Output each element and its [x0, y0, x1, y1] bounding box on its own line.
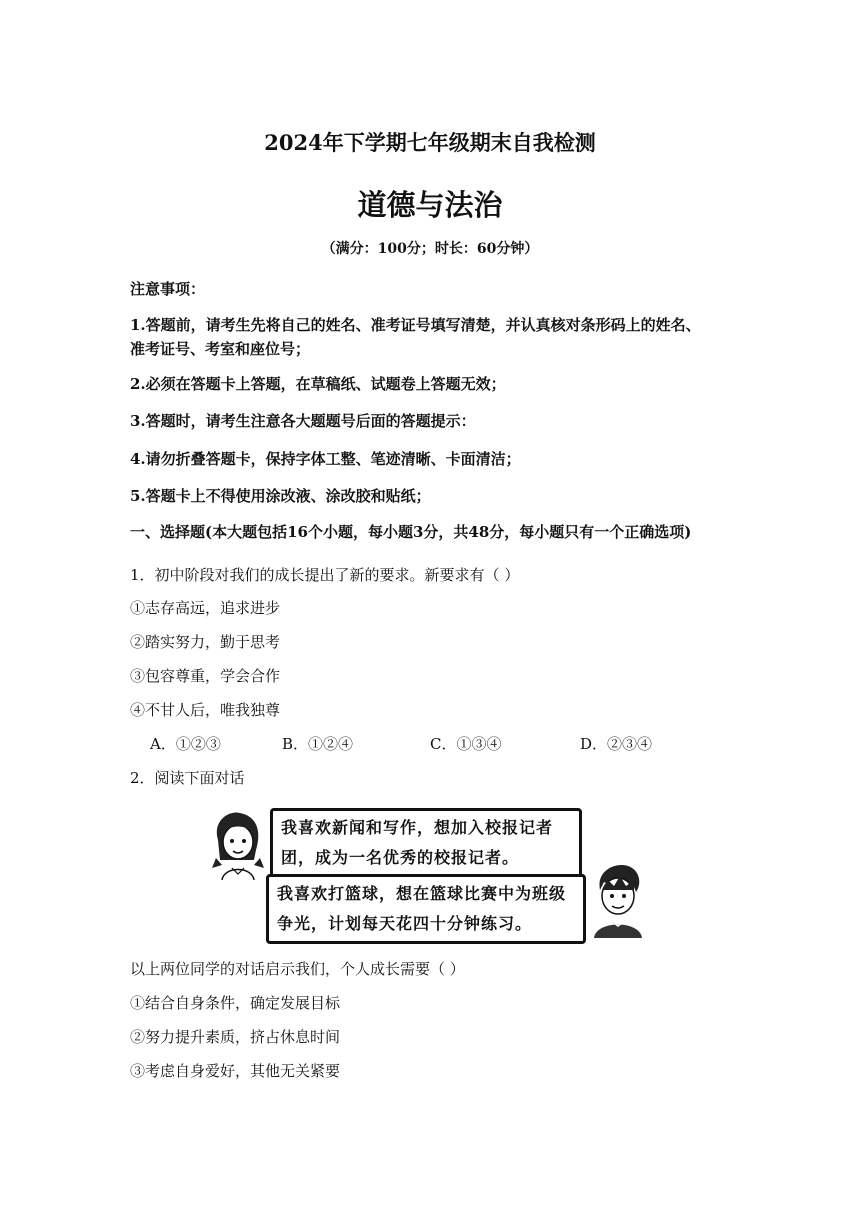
- boy-illustration: [588, 862, 648, 938]
- girl-illustration: [208, 810, 266, 880]
- question-2-statement-2: ②努力提升素质，挤占休息时间: [130, 1028, 341, 1046]
- question-1-statement-2: ②踏实努力，勤于思考: [130, 633, 281, 651]
- question-1-statement-1: ①志存高远，追求进步: [130, 599, 281, 617]
- note-item-5: 5.答题卡上不得使用涂改液、涂改胶和贴纸；: [130, 487, 431, 505]
- question-1-option-b[interactable]: B．①②④: [282, 735, 354, 753]
- question-1-option-d[interactable]: D．②③④: [580, 735, 653, 753]
- question-1-stem: 1．初中阶段对我们的成长提出了新的要求。新要求有（ ）: [130, 566, 520, 584]
- note-item-2: 2.必须在答题卡上答题，在草稿纸、试题卷上答题无效；: [130, 375, 506, 393]
- subject-title: 道德与法治: [357, 188, 503, 222]
- girl-speech-bubble: 我喜欢新闻和写作，想加入校报记者团，成为一名优秀的校报记者。: [270, 808, 582, 878]
- question-1-option-a[interactable]: A．①②③: [150, 735, 221, 753]
- note-item-4: 4.请勿折叠答题卡，保持字体工整、笔迹清晰、卡面清洁；: [130, 450, 521, 468]
- question-1-statement-3: ③包容尊重，学会合作: [130, 667, 281, 685]
- question-2-question: 以上两位同学的对话启示我们，个人成长需要（ ）: [130, 960, 465, 978]
- question-1-option-c[interactable]: C．①③④: [430, 735, 502, 753]
- question-1-statement-4: ④不甘人后，唯我独尊: [130, 701, 281, 719]
- dialogue-illustration: [208, 806, 648, 938]
- boy-speech-bubble: 我喜欢打篮球，想在篮球比赛中为班级争光，计划每天花四十分钟练习。: [266, 874, 586, 944]
- note-item-3: 3.答题时，请考生注意各大题题号后面的答题提示：: [130, 412, 476, 430]
- note-item-1-line-2: 准考证号、考室和座位号；: [130, 340, 311, 358]
- section-1-heading: 一、选择题(本大题包括16个小题，每小题3分，共48分，每小题只有一个正确选项): [130, 523, 692, 541]
- score-time-info: （满分：100分；时长：60分钟）: [321, 241, 539, 257]
- exam-title: 2024年下学期七年级期末自我检测: [264, 130, 596, 155]
- question-2-stem: 2．阅读下面对话: [130, 769, 245, 787]
- notes-heading: 注意事项：: [130, 280, 206, 298]
- question-2-statement-1: ①结合自身条件，确定发展目标: [130, 994, 341, 1012]
- note-item-1-line-1: 1.答题前，请考生先将自己的姓名、准考证号填写清楚，并认真核对条形码上的姓名、: [130, 316, 701, 334]
- question-2-statement-3: ③考虑自身爱好，其他无关紧要: [130, 1062, 341, 1080]
